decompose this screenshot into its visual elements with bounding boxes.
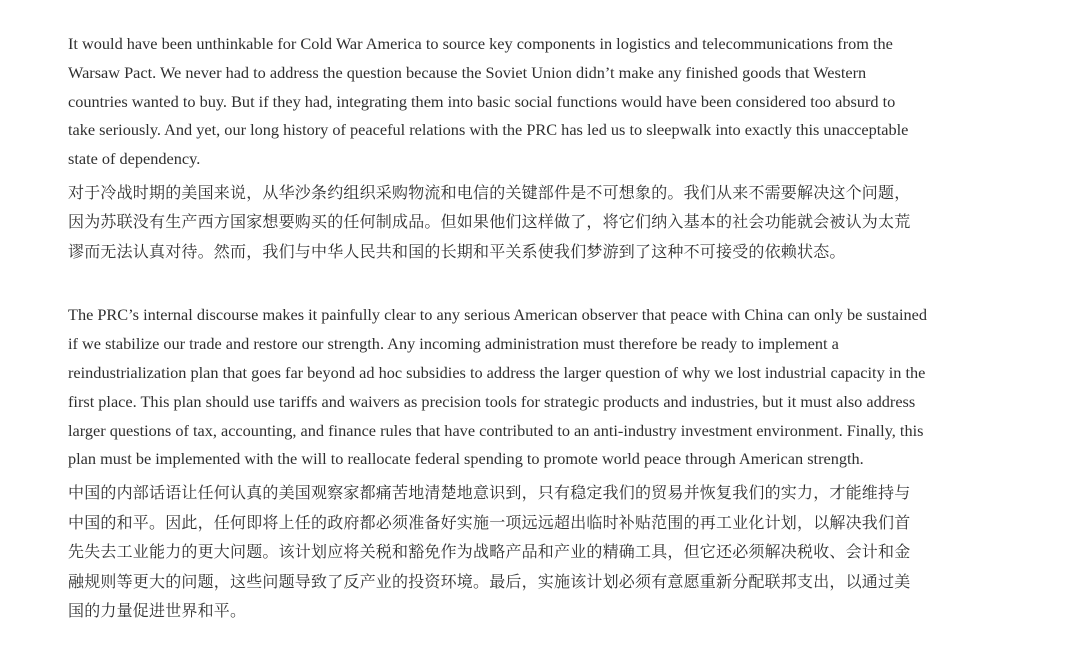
text-line: reindustrialization plan that goes far beyond ad hoc subsidies to address the larger question of why we lost industrial capacity in the <box>68 363 926 383</box>
text-line: take seriously. And yet, our long history of peaceful relations with the PRC has led us to sleepwalk into exactly this unacceptable <box>68 120 909 140</box>
text-line: state of dependency. <box>68 149 201 169</box>
paragraph-1-chinese <box>68 178 1028 267</box>
text-line: first place. This plan should use tariffs and waivers as precision tools for strategic products and industries, but it must also address <box>68 391 916 411</box>
text-line: 中国的和平。因此，任何即将上任的政府都必须准备好实施一项远远超出临时补贴范围的再工业化计划，以解决我们首 <box>68 512 911 532</box>
text-line: 中国的内部话语让任何认真的美国观察家都痛苦地清楚地意识到，只有稳定我们的贸易并恢复我们的实力，才能维持与 <box>68 483 911 503</box>
text-line: plan must be implemented with the will to reallocate federal spending to promote world peace through American strength. <box>68 449 864 469</box>
text-line: 融规则等更大的问题，这些问题导致了反产业的投资环境。最后，实施该计划必须有意愿重新分配联邦支出，以通过美 <box>68 571 911 591</box>
text-line: Warsaw Pact. We never had to address the question because the Soviet Union didn’t make any finished goods that Western <box>68 62 867 82</box>
text-line: countries wanted to buy. But if they had, integrating them into basic social functions would have been considered too absurd to <box>68 91 896 111</box>
paragraph-gap <box>68 266 1028 301</box>
text-line: 对于冷战时期的美国来说，从华沙条约组织采购物流和电信的关键部件是不可想象的。我们从来不需要解决这个问题， <box>68 182 911 202</box>
paragraph-2-chinese <box>68 478 1028 626</box>
paragraph-1-english <box>68 30 1028 174</box>
document-body <box>68 30 1028 626</box>
text-line: 谬而无法认真对待。然而，我们与中华人民共和国的长期和平关系使我们梦游到了这种不可接受的依赖状态。 <box>68 241 846 261</box>
text-line: It would have been unthinkable for Cold War America to source key components in logistics and telecommunications from the <box>68 34 893 53</box>
text-line: 先失去工业能力的更大问题。该计划应将关税和豁免作为战略产品和产业的精确工具，但它还必须解决税收、会计和金 <box>68 542 911 562</box>
text-line: The PRC’s internal discourse makes it painfully clear to any serious American observer that peace with China can only be sustained <box>68 305 928 325</box>
paragraph-2-english <box>68 301 1028 474</box>
text-line: if we stabilize our trade and restore our strength. Any incoming administration must therefore be ready to implement a <box>68 334 839 354</box>
text-line: larger questions of tax, accounting, and finance rules that have contributed to an anti-industry investment environment. Finally, this <box>68 420 924 440</box>
text-line: 因为苏联没有生产西方国家想要购买的任何制成品。但如果他们这样做了，将它们纳入基本的社会功能就会被认为太荒 <box>68 212 911 232</box>
text-line: 国的力量促进世界和平。 <box>68 601 247 621</box>
